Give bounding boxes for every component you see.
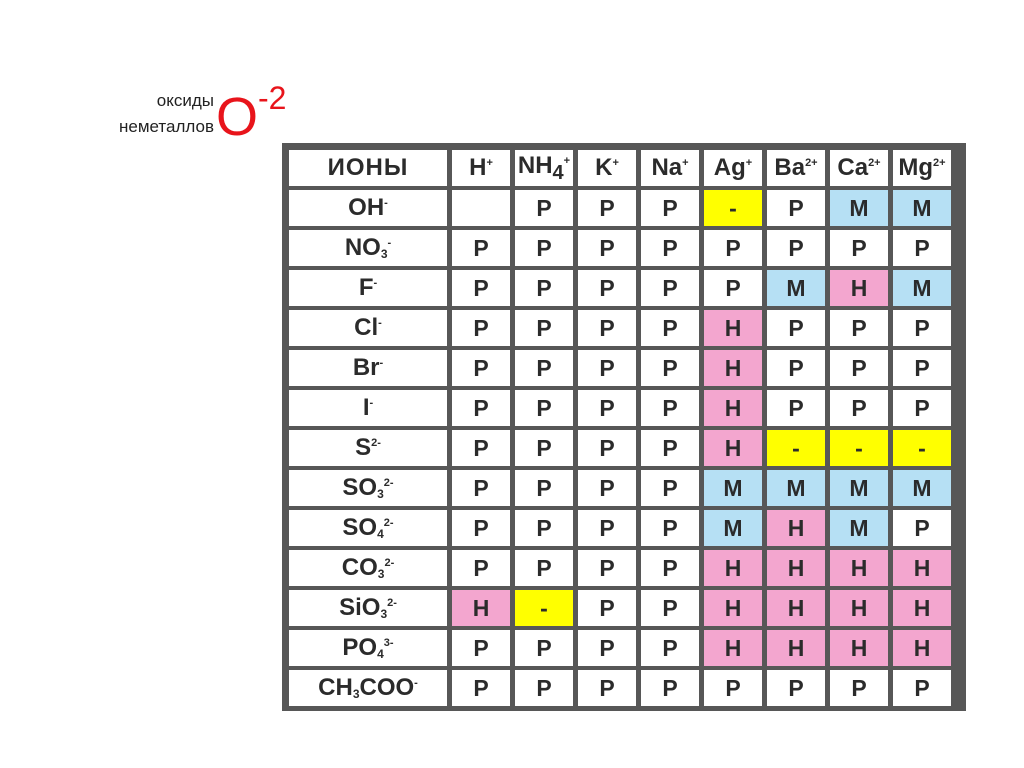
- table-row: [289, 310, 951, 346]
- solubility-cell: Р: [515, 270, 573, 306]
- solubility-cell: -: [515, 590, 573, 626]
- solubility-cell: Р: [704, 230, 762, 266]
- solubility-cell: Р: [641, 550, 699, 586]
- solubility-cell: Р: [641, 430, 699, 466]
- solubility-cell: М: [767, 270, 825, 306]
- solubility-cell: Р: [893, 230, 951, 266]
- header-ions-title: ИОНЫ: [289, 150, 447, 186]
- solubility-cell: Р: [641, 190, 699, 226]
- solubility-cell: Р: [452, 310, 510, 346]
- solubility-cell: Р: [578, 390, 636, 426]
- solubility-cell: Р: [893, 670, 951, 706]
- solubility-cell: Р: [452, 270, 510, 306]
- solubility-table-frame: [282, 143, 966, 711]
- oxygen-ion-label: [216, 80, 287, 150]
- solubility-cell: Р: [578, 230, 636, 266]
- anion-charge: 2-: [384, 557, 395, 569]
- cation-symbol: Na: [651, 154, 683, 181]
- solubility-cell: Р: [452, 430, 510, 466]
- solubility-cell: Р: [578, 190, 636, 226]
- solubility-cell: Н: [893, 590, 951, 626]
- solubility-cell: Р: [515, 310, 573, 346]
- anion-symbol: Br: [352, 354, 380, 381]
- solubility-cell: Р: [452, 670, 510, 706]
- solubility-cell: Н: [704, 310, 762, 346]
- solubility-cell: Р: [641, 270, 699, 306]
- solubility-cell: Р: [515, 630, 573, 666]
- cation-charge: +: [563, 154, 571, 167]
- solubility-cell: Р: [578, 470, 636, 506]
- header-cation: [578, 150, 636, 186]
- solubility-cell: Р: [641, 470, 699, 506]
- solubility-cell: М: [704, 470, 762, 506]
- solubility-cell: Р: [578, 270, 636, 306]
- solubility-cell: Н: [767, 590, 825, 626]
- cation-charge: 2+: [805, 157, 818, 169]
- solubility-cell: Н: [767, 550, 825, 586]
- anion-cell: [289, 270, 447, 306]
- solubility-cell: Н: [704, 350, 762, 386]
- table-row: [289, 350, 951, 386]
- solubility-cell: Р: [578, 630, 636, 666]
- table-row: [289, 630, 951, 666]
- solubility-cell: Н: [704, 390, 762, 426]
- solubility-cell: Р: [452, 630, 510, 666]
- solubility-cell: Р: [893, 310, 951, 346]
- solubility-cell: Р: [893, 510, 951, 546]
- solubility-cell: Н: [830, 270, 888, 306]
- anion-cell: [289, 230, 447, 266]
- solubility-cell: Р: [578, 510, 636, 546]
- solubility-cell: М: [893, 190, 951, 226]
- oxygen-symbol: O: [216, 87, 259, 147]
- cation-charge: +: [612, 157, 619, 169]
- solubility-cell: Р: [830, 670, 888, 706]
- solubility-cell: Н: [704, 630, 762, 666]
- anion-cell: [289, 430, 447, 466]
- solubility-cell: Р: [515, 190, 573, 226]
- anion-cell: [289, 470, 447, 506]
- solubility-cell: Р: [641, 670, 699, 706]
- solubility-cell: Р: [893, 350, 951, 386]
- solubility-cell: Н: [704, 590, 762, 626]
- anion-charge: -: [387, 237, 392, 249]
- cation-charge: 2+: [933, 157, 946, 169]
- solubility-cell: Н: [452, 590, 510, 626]
- solubility-cell: Р: [641, 590, 699, 626]
- anion-suffix: COO: [359, 674, 415, 701]
- header-cation: [641, 150, 699, 186]
- cation-charge: +: [745, 157, 753, 169]
- anion-cell: [289, 550, 447, 586]
- anion-cell: [289, 310, 447, 346]
- solubility-cell: М: [830, 510, 888, 546]
- anion-symbol: F: [358, 274, 374, 301]
- solubility-cell: М: [830, 190, 888, 226]
- header-cation: [452, 150, 510, 186]
- table-row: [289, 510, 951, 546]
- cation-charge: 2+: [868, 157, 881, 169]
- table-row: [289, 590, 951, 626]
- anion-cell: [289, 350, 447, 386]
- cation-symbol: Ca: [837, 154, 869, 181]
- solubility-cell: М: [704, 510, 762, 546]
- anion-cell: [289, 590, 447, 626]
- solubility-cell: Н: [767, 510, 825, 546]
- anion-charge: -: [369, 397, 374, 409]
- anion-subscript: 3: [380, 607, 388, 621]
- solubility-cell: Р: [452, 230, 510, 266]
- table-row: [289, 230, 951, 266]
- solubility-cell: Н: [830, 630, 888, 666]
- solubility-cell: Н: [893, 550, 951, 586]
- anion-symbol: SiO: [339, 594, 381, 621]
- caption-line-oxides: оксиды: [156, 91, 214, 110]
- solubility-cell: Р: [641, 630, 699, 666]
- solubility-cell: Р: [452, 350, 510, 386]
- solubility-cell: Р: [767, 390, 825, 426]
- solubility-cell: Р: [515, 390, 573, 426]
- solubility-table-body: [289, 150, 951, 706]
- solubility-cell: Р: [578, 550, 636, 586]
- cation-charge: +: [486, 157, 493, 169]
- header-cation: [515, 150, 573, 186]
- solubility-cell: Р: [641, 230, 699, 266]
- anion-charge: 2-: [371, 437, 381, 449]
- table-row: [289, 550, 951, 586]
- anion-cell: [289, 190, 447, 226]
- cation-charge: +: [682, 157, 689, 169]
- solubility-cell: Р: [578, 310, 636, 346]
- anion-subscript: 3: [352, 687, 360, 701]
- caption-line-nonmetals: неметаллов: [119, 117, 214, 136]
- cation-subscript: 4: [552, 161, 564, 184]
- solubility-cell: -: [893, 430, 951, 466]
- solubility-cell: Р: [515, 350, 573, 386]
- solubility-cell: Н: [893, 630, 951, 666]
- table-row: [289, 390, 951, 426]
- solubility-cell: Р: [452, 510, 510, 546]
- solubility-cell: Р: [578, 430, 636, 466]
- solubility-cell: Р: [641, 310, 699, 346]
- solubility-cell: М: [893, 270, 951, 306]
- anion-symbol: NO: [344, 234, 381, 261]
- header-cation: [704, 150, 762, 186]
- header-row: [289, 150, 951, 186]
- table-row: [289, 270, 951, 306]
- solubility-cell: Р: [830, 230, 888, 266]
- header-cation: [767, 150, 825, 186]
- anion-symbol: CH: [318, 674, 353, 701]
- table-row: [289, 430, 951, 466]
- anion-cell: [289, 510, 447, 546]
- solubility-cell: Р: [452, 470, 510, 506]
- solubility-cell: Р: [830, 350, 888, 386]
- anion-subscript: 3: [380, 247, 388, 261]
- anion-charge: 2-: [383, 477, 394, 489]
- solubility-table: [284, 146, 956, 710]
- cation-symbol: K: [595, 154, 613, 181]
- solubility-cell: Н: [830, 590, 888, 626]
- anion-symbol: CO: [341, 554, 378, 581]
- solubility-cell: Р: [704, 270, 762, 306]
- anion-cell: [289, 630, 447, 666]
- solubility-cell: Р: [641, 350, 699, 386]
- anion-symbol: S: [355, 434, 372, 461]
- solubility-cell: -: [830, 430, 888, 466]
- anion-cell: [289, 390, 447, 426]
- solubility-cell: Р: [767, 230, 825, 266]
- solubility-cell: Р: [452, 550, 510, 586]
- solubility-cell: Р: [830, 310, 888, 346]
- solubility-cell: Р: [515, 550, 573, 586]
- anion-symbol: OH: [348, 194, 385, 221]
- anion-charge: -: [414, 677, 418, 689]
- anion-subscript: 3: [377, 487, 384, 501]
- table-row: [289, 190, 951, 226]
- oxide-caption: [86, 88, 214, 140]
- solubility-cell: Р: [641, 390, 699, 426]
- header-cation: [830, 150, 888, 186]
- table-row: [289, 470, 951, 506]
- solubility-cell: Р: [767, 310, 825, 346]
- solubility-cell: -: [704, 190, 762, 226]
- solubility-cell: Р: [767, 190, 825, 226]
- anion-subscript: 3: [377, 567, 385, 581]
- solubility-cell: Н: [704, 430, 762, 466]
- anion-charge: 2-: [387, 597, 397, 609]
- solubility-cell: Р: [515, 470, 573, 506]
- anion-charge: 2-: [383, 517, 394, 529]
- solubility-cell: Р: [515, 430, 573, 466]
- anion-charge: -: [378, 317, 382, 329]
- solubility-cell: М: [893, 470, 951, 506]
- anion-symbol: I: [362, 394, 370, 421]
- solubility-cell: М: [830, 470, 888, 506]
- solubility-cell: Н: [830, 550, 888, 586]
- anion-charge: -: [384, 197, 388, 209]
- header-cation: [893, 150, 951, 186]
- anion-charge: -: [379, 357, 384, 369]
- anion-subscript: 4: [377, 527, 384, 541]
- solubility-cell: Р: [893, 390, 951, 426]
- cation-symbol: Mg: [898, 154, 934, 181]
- solubility-cell: Р: [578, 670, 636, 706]
- anion-symbol: Cl: [354, 314, 379, 341]
- anion-charge: 3-: [383, 637, 394, 649]
- anion-symbol: SO: [342, 474, 378, 501]
- anion-charge: -: [373, 277, 378, 289]
- cation-symbol: H: [469, 154, 487, 181]
- solubility-cell: Р: [515, 230, 573, 266]
- solubility-cell: Н: [767, 630, 825, 666]
- oxygen-charge: -2: [258, 80, 287, 116]
- anion-cell: [289, 670, 447, 706]
- solubility-cell: -: [767, 430, 825, 466]
- table-row: [289, 670, 951, 706]
- anion-symbol: SO: [342, 514, 378, 541]
- solubility-cell: Р: [578, 350, 636, 386]
- solubility-cell: Р: [641, 510, 699, 546]
- solubility-cell: Р: [452, 390, 510, 426]
- solubility-cell: М: [767, 470, 825, 506]
- cation-symbol: Ba: [774, 154, 806, 181]
- cation-symbol: Ag: [713, 154, 746, 181]
- solubility-cell: Р: [704, 670, 762, 706]
- solubility-cell: Р: [830, 390, 888, 426]
- solubility-cell: Н: [704, 550, 762, 586]
- solubility-cell: Р: [515, 510, 573, 546]
- solubility-cell: Р: [767, 350, 825, 386]
- solubility-cell: [452, 190, 510, 226]
- cation-symbol: NH: [517, 151, 553, 179]
- solubility-cell: Р: [578, 590, 636, 626]
- solubility-cell: Р: [767, 670, 825, 706]
- anion-symbol: PO: [342, 634, 378, 661]
- solubility-cell: Р: [515, 670, 573, 706]
- anion-subscript: 4: [377, 647, 384, 661]
